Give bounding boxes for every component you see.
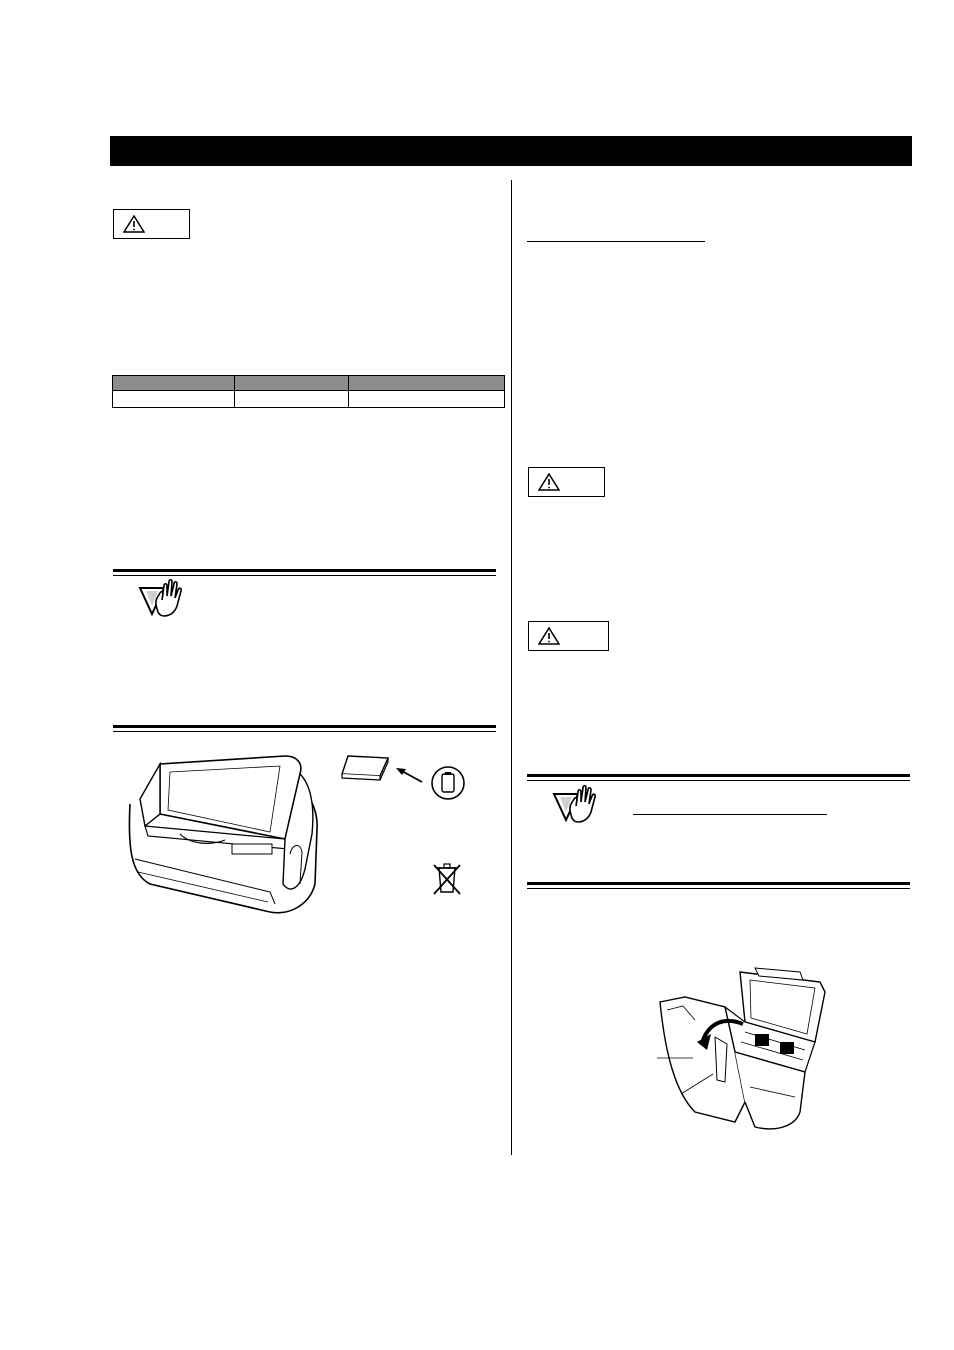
hint-top-rule xyxy=(527,774,910,781)
table-header-cell xyxy=(235,376,349,391)
hint-text-underline xyxy=(633,814,827,815)
table-header-cell xyxy=(349,376,505,391)
hint-top-rule xyxy=(113,569,496,576)
battery-recycle-icon xyxy=(430,765,466,806)
table-cell xyxy=(235,391,349,408)
hint-bottom-rule xyxy=(527,882,910,889)
heading-underline xyxy=(527,241,705,242)
warning-triangle-icon xyxy=(538,473,560,491)
table-cell xyxy=(113,391,235,408)
battery-pack-illustration xyxy=(340,752,392,787)
spec-table xyxy=(112,375,505,408)
table-header-cell xyxy=(113,376,235,391)
section-header-bar xyxy=(110,136,912,166)
warning-triangle-icon xyxy=(123,215,145,233)
arrow-icon xyxy=(394,766,424,789)
warning-triangle-icon xyxy=(538,627,560,645)
caution-label-box xyxy=(113,209,190,239)
hint-hand-icon xyxy=(552,782,600,829)
scanner-open-cover-illustration xyxy=(655,962,835,1137)
table-cell xyxy=(349,391,505,408)
table-header-row xyxy=(113,376,505,391)
column-divider xyxy=(511,180,512,1155)
scanner-with-battery-illustration xyxy=(120,744,320,924)
caution-label-box xyxy=(528,621,609,651)
caution-label-box xyxy=(528,467,605,497)
hint-hand-icon xyxy=(138,576,186,623)
hint-bottom-rule xyxy=(113,725,496,732)
table-row xyxy=(113,391,505,408)
crossed-bin-icon xyxy=(431,862,463,901)
